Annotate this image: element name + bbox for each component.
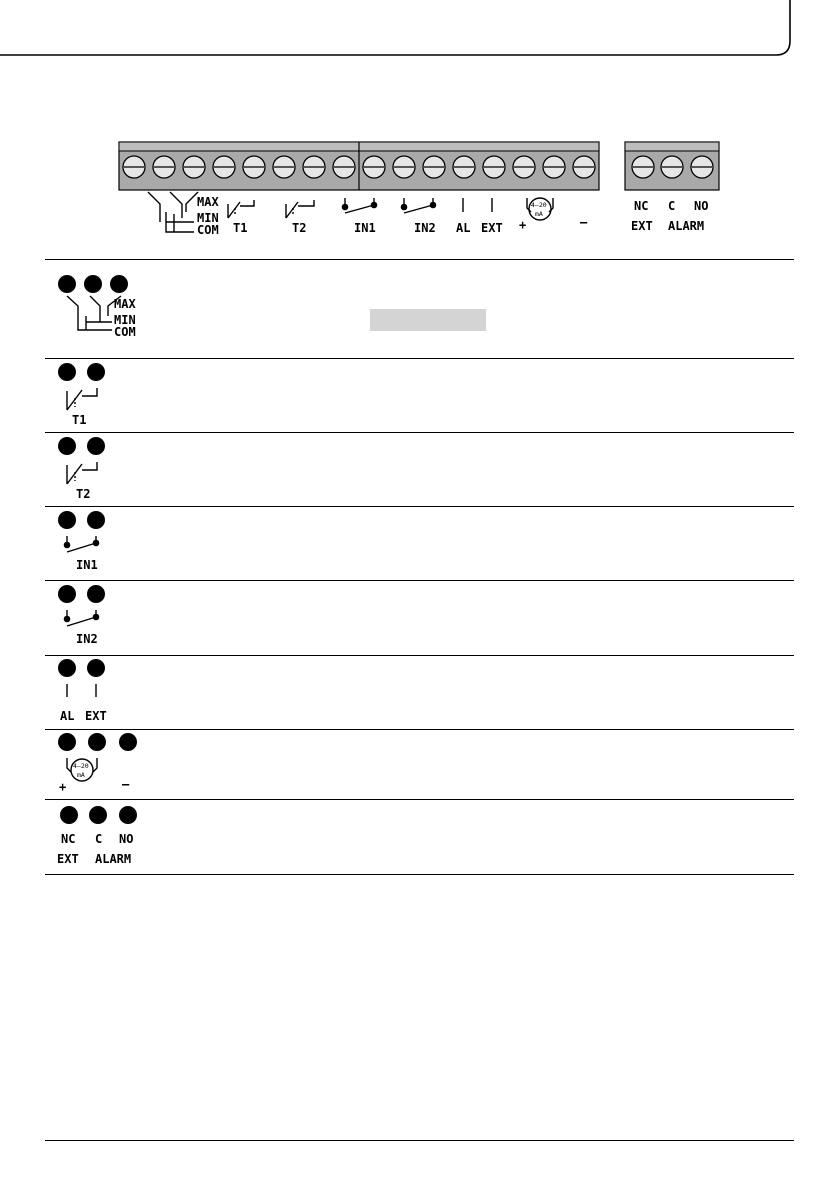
terminal-dot bbox=[87, 363, 105, 381]
row-min-label: MIN bbox=[114, 313, 136, 327]
c-label: C bbox=[668, 199, 676, 213]
terminal-dot bbox=[58, 585, 76, 603]
footer-rule bbox=[45, 1140, 794, 1141]
meter-unit-label: mA bbox=[535, 210, 543, 218]
terminal-dot bbox=[119, 733, 137, 751]
table-row-in1 bbox=[58, 511, 105, 572]
al-label: AL bbox=[456, 221, 471, 235]
nc-label: NC bbox=[634, 199, 649, 213]
minus-label: – bbox=[580, 215, 588, 229]
row-meter-unit: mA bbox=[77, 771, 85, 779]
terminal-dot bbox=[87, 511, 105, 529]
no-label: NO bbox=[694, 199, 709, 213]
row-minus-label: – bbox=[122, 777, 130, 791]
row-ext-label: EXT bbox=[85, 709, 107, 723]
terminal-dot bbox=[87, 659, 105, 677]
row-max-label: MAX bbox=[114, 297, 136, 311]
terminal-dot bbox=[88, 733, 106, 751]
t2-label: T2 bbox=[292, 221, 307, 235]
row-plus-label: + bbox=[59, 780, 67, 794]
terminal-dot bbox=[58, 733, 76, 751]
ext-label: EXT bbox=[481, 221, 503, 235]
table-row-t1 bbox=[58, 363, 105, 427]
terminal-dot bbox=[84, 275, 102, 293]
plus-label: + bbox=[519, 218, 527, 232]
terminal-dot bbox=[58, 511, 76, 529]
terminal-dot bbox=[58, 659, 76, 677]
t1-label: T1 bbox=[233, 221, 248, 235]
table-row-t2 bbox=[58, 437, 105, 501]
row-meter-range: 4–20 bbox=[73, 762, 89, 770]
meter-range-label: 4–20 bbox=[531, 201, 547, 209]
row-t2-label: T2 bbox=[76, 487, 91, 501]
table-row-al-ext bbox=[58, 659, 107, 723]
terminal-dot bbox=[60, 806, 78, 824]
row-c-label: C bbox=[95, 832, 103, 846]
table-row-probe bbox=[58, 275, 136, 339]
row-no-label: NO bbox=[119, 832, 134, 846]
in2-label: IN2 bbox=[414, 221, 436, 235]
terminal-dot bbox=[58, 275, 76, 293]
table-row-in2 bbox=[58, 585, 105, 646]
row-t1-label: T1 bbox=[72, 413, 87, 427]
table-row-current-output bbox=[58, 733, 137, 794]
terminal-dot bbox=[58, 437, 76, 455]
terminal-dot bbox=[58, 363, 76, 381]
ext2-label: EXT bbox=[631, 219, 653, 233]
table-row-alarm-relay bbox=[57, 806, 137, 866]
terminal-dot bbox=[87, 585, 105, 603]
row-ext-label: EXT bbox=[57, 852, 79, 866]
terminal-dot bbox=[89, 806, 107, 824]
row-alarm-label: ALARM bbox=[95, 852, 132, 866]
probe-max-label: MAX bbox=[197, 195, 219, 209]
in1-label: IN1 bbox=[354, 221, 376, 235]
row-al-label: AL bbox=[60, 709, 75, 723]
terminal-dot bbox=[119, 806, 137, 824]
row-com-label: COM bbox=[114, 325, 136, 339]
alarm-label: ALARM bbox=[668, 219, 705, 233]
probe-min-label: MIN bbox=[197, 211, 219, 225]
terminal-dot bbox=[110, 275, 128, 293]
row-in1-label: IN1 bbox=[76, 558, 98, 572]
row-nc-label: NC bbox=[61, 832, 76, 846]
row-in2-label: IN2 bbox=[76, 632, 98, 646]
probe-com-label: COM bbox=[197, 223, 219, 237]
terminal-dot bbox=[87, 437, 105, 455]
